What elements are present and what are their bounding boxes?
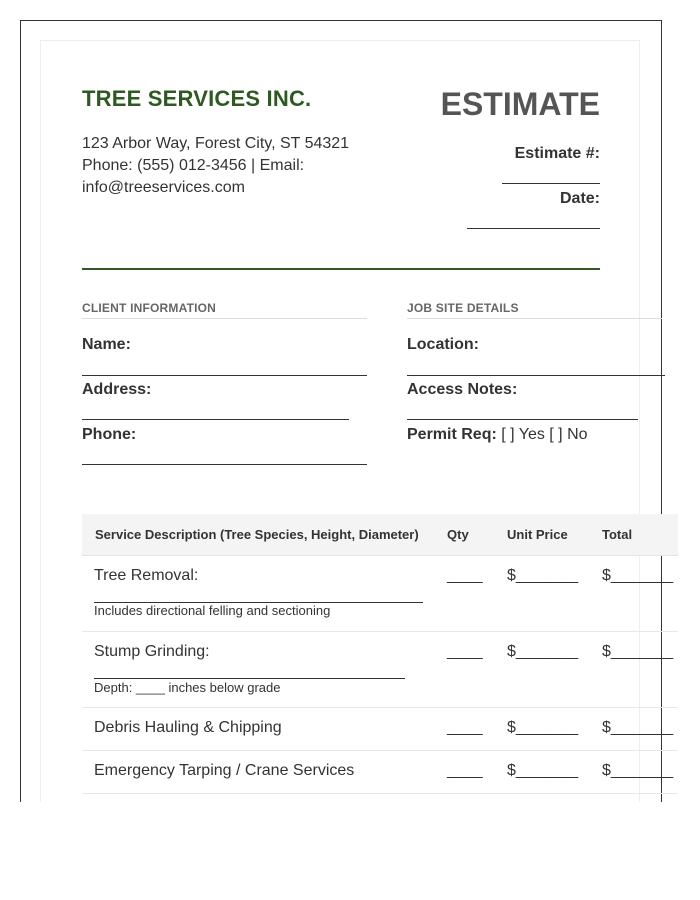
client-phone-blank[interactable] [82,464,367,465]
estimate-number-blank[interactable] [502,183,600,184]
permit-options[interactable]: [ ] Yes [ ] No [501,426,588,443]
service-stump-grinding: Stump Grinding: [94,643,210,660]
header-divider [82,268,600,270]
client-name-label: Name: [82,336,131,353]
col-header-total: Total [602,527,633,542]
service-debris-hauling: Debris Hauling & Chipping [94,719,282,736]
permit-required-label: Permit Req: [407,426,497,443]
date-label: Date: [559,190,600,207]
estimate-number-label: Estimate #: [514,145,600,162]
service-emergency-tarping: Emergency Tarping / Crane Services [94,762,355,779]
company-email: info@treeservices.com [82,179,245,196]
permit-required-field [407,426,588,444]
tree-removal-note: Includes directional felling and sectioning [94,603,331,618]
debris-hauling-qty[interactable]: ____ [447,719,483,736]
client-address-label: Address: [82,381,152,398]
client-name-blank[interactable] [82,375,367,376]
tree-removal-unit-price[interactable]: $_______ [507,567,579,584]
debris-hauling-total[interactable]: $_______ [602,719,674,736]
tree-removal-qty[interactable]: ____ [447,567,483,584]
debris-hauling-unit-price[interactable]: $_______ [507,719,579,736]
col-header-unit-price: Unit Price [507,527,568,542]
document-title: ESTIMATE [440,86,600,122]
stump-grinding-details-blank[interactable] [94,678,405,679]
location-label: Location: [407,336,479,353]
company-contact-block [82,133,349,199]
client-phone-label: Phone: [82,426,137,443]
client-info-heading: CLIENT INFORMATION [82,301,217,315]
date-blank[interactable] [467,228,600,229]
stump-grinding-unit-price[interactable]: $_______ [507,643,579,660]
stump-grinding-total[interactable]: $_______ [602,643,674,660]
client-address-blank[interactable] [82,419,349,420]
emergency-tarping-total[interactable]: $_______ [602,762,674,779]
access-notes-blank[interactable] [407,419,638,420]
job-site-heading: JOB SITE DETAILS [407,301,519,315]
row-separator [82,750,678,751]
company-address: 123 Arbor Way, Forest City, ST 54321 [82,135,350,152]
col-header-description: Service Description (Tree Species, Height, Diameter) [95,527,419,542]
tree-removal-total[interactable]: $_______ [602,567,674,584]
access-notes-label: Access Notes: [407,381,518,398]
row-separator [82,707,678,708]
service-tree-removal: Tree Removal: [94,567,199,584]
emergency-tarping-unit-price[interactable]: $_______ [507,762,579,779]
stump-grinding-qty[interactable]: ____ [447,643,483,660]
row-separator [82,631,678,632]
col-header-qty: Qty [447,527,469,542]
job-site-heading-rule [407,318,662,319]
row-separator [82,793,678,794]
emergency-tarping-qty[interactable]: ____ [447,762,483,779]
location-blank[interactable] [407,375,665,376]
stump-grinding-note: Depth: ____ inches below grade [94,680,281,695]
client-info-heading-rule [82,318,367,319]
company-name: TREE SERVICES INC. [82,86,312,111]
company-phone-email: Phone: (555) 012-3456 | Email: [82,157,305,174]
